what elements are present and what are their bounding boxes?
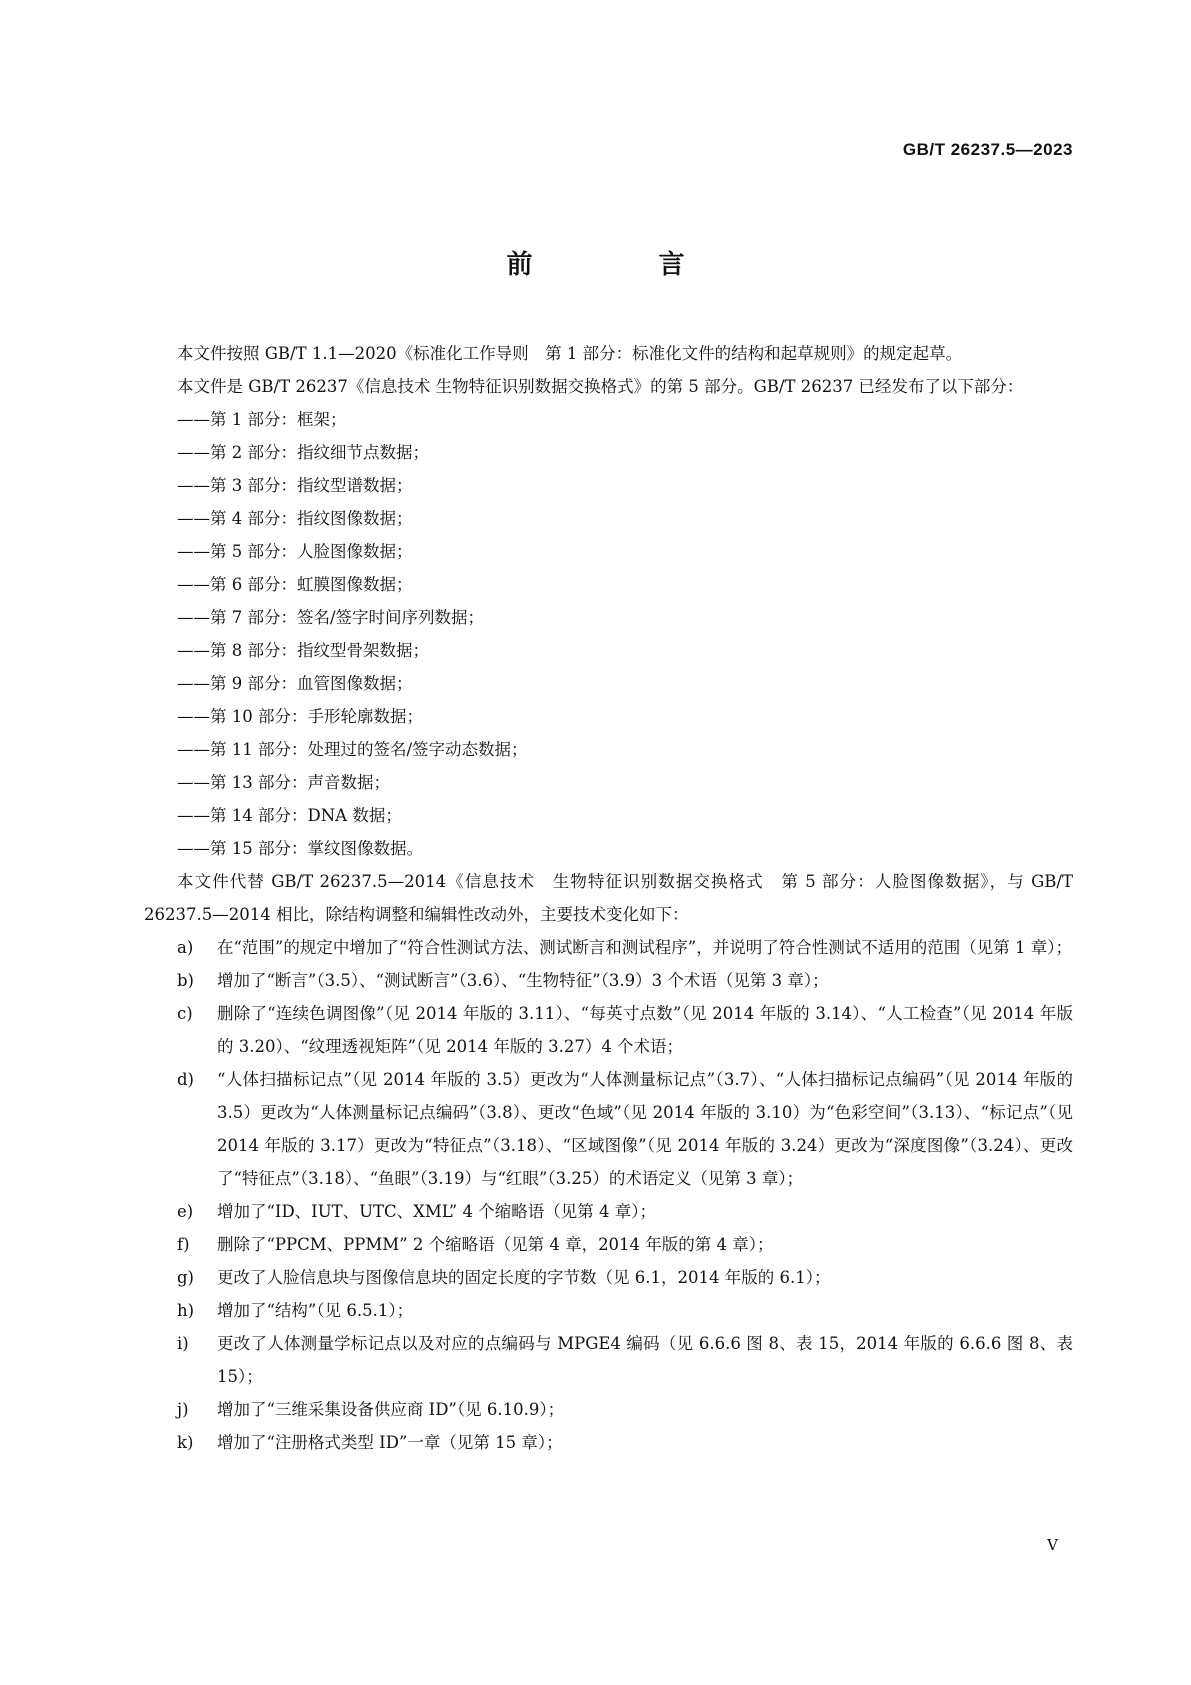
item-label: k) — [177, 1433, 194, 1452]
item-label: c) — [177, 1004, 193, 1023]
change-item — [144, 997, 1073, 1063]
list-item: ——第 5 部分：人脸图像数据； — [177, 542, 413, 561]
list-item: ——第 14 部分：DNA 数据； — [177, 806, 402, 825]
item-text: 增加了“断言”（3.5）、“测试断言”（3.6）、“生物特征”（3.9）3 个术语（见第 3 章）； — [217, 971, 829, 990]
list-item: ——第 15 部分：掌纹图像数据。 — [177, 839, 423, 858]
item-label: f) — [177, 1235, 190, 1254]
item-label: d) — [177, 1070, 194, 1089]
item-label: g) — [177, 1268, 194, 1287]
item-text: 在“范围”的规定中增加了“符合性测试方法、测试断言和测试程序”，并说明了符合性测试不适用的范围（见第 1 章）； — [217, 938, 1072, 957]
list-item: ——第 11 部分：处理过的签名/签字动态数据； — [177, 740, 528, 759]
document-code: GB/T 26237.5—2023 — [902, 140, 1073, 159]
parts-list — [144, 403, 1073, 865]
list-item: ——第 2 部分：指纹细节点数据； — [177, 443, 429, 462]
item-text: 增加了“ID、IUT、UTC、XML” 4 个缩略语（见第 4 章）； — [217, 1202, 656, 1221]
list-item: ——第 7 部分：签名/签字时间序列数据； — [177, 608, 485, 627]
list-item: ——第 4 部分：指纹图像数据； — [177, 509, 413, 528]
item-text: 更改了人脸信息块与图像信息块的固定长度的字节数（见 6.1，2014 年版的 6.1）； — [217, 1268, 831, 1287]
change-item — [144, 1426, 1073, 1459]
change-item — [144, 1393, 1073, 1426]
item-label: a) — [177, 938, 194, 957]
paragraph-series-intro: 本文件是 GB/T 26237《信息技术 生物特征识别数据交换格式》的第 5 部分。GB/T 26237 已经发布了以下部分： — [177, 377, 1024, 396]
item-text: 增加了“注册格式类型 ID”一章（见第 15 章）； — [217, 1433, 563, 1452]
document-body — [144, 337, 1073, 1459]
item-text: 更改了人体测量学标记点以及对应的点编码与 MPGE4 编码（见 6.6.6 图 8、表 15，2014 年版的 6.6.6 图 8、表 15）； — [217, 1334, 1073, 1386]
item-text: 删除了“PPCM、PPMM” 2 个缩略语（见第 4 章，2014 年版的第 4 章）； — [217, 1235, 774, 1254]
list-item: ——第 6 部分：虹膜图像数据； — [177, 575, 413, 594]
page-title: 前 言 — [506, 250, 735, 280]
list-item: ——第 1 部分：框架； — [177, 410, 347, 429]
item-label: h) — [177, 1301, 195, 1320]
item-text: “人体扫描标记点”（见 2014 年版的 3.5）更改为“人体测量标记点”（3.7）、“人体扫描标记点编码”（见 2014 年版的 3.5）更改为“人体测量标记点编码”（3.8）、更改“色域”（见 2014 年版的 3.10）为“色彩空间”（3.13）、“标记点”（见 2014 年版的 3.17）更改为“特征点”（3.18）、“区域图像”（见 2014 年版的 3.24）更改为“深度图像”（3.24）、更改了“特征点”（3.18）、“鱼眼”（3.19）与“红眼”（3.25）的术语定义（见第 3 章）； — [217, 1070, 1073, 1188]
item-label: j) — [177, 1400, 189, 1419]
change-item — [144, 1261, 1073, 1294]
paragraph-replacement: 本文件代替 GB/T 26237.5—2014《信息技术 生物特征识别数据交换格式 第 5 部分：人脸图像数据》，与 GB/T 26237.5—2014 相比，除结构调整和编辑性改动外，主要技术变化如下： — [144, 872, 1073, 924]
change-item — [144, 931, 1073, 964]
page-number: V — [1047, 1536, 1058, 1554]
change-item — [144, 964, 1073, 997]
item-label: i) — [177, 1334, 189, 1353]
change-item — [144, 1195, 1073, 1228]
item-label: e) — [177, 1202, 194, 1221]
item-text: 删除了“连续色调图像”（见 2014 年版的 3.11）、“每英寸点数”（见 2014 年版的 3.14）、“人工检查”（见 2014 年版的 3.20）、“纹理透视矩阵”（见 2014 年版的 3.27）4 个术语； — [217, 1004, 1073, 1056]
item-text: 增加了“结构”（见 6.5.1）； — [217, 1301, 414, 1320]
list-item: ——第 3 部分：指纹型谱数据； — [177, 476, 413, 495]
change-item — [144, 1294, 1073, 1327]
list-item: ——第 9 部分：血管图像数据； — [177, 674, 413, 693]
change-item — [144, 1228, 1073, 1261]
item-text: 增加了“三维采集设备供应商 ID”（见 6.10.9）； — [217, 1400, 565, 1419]
changes-list — [144, 931, 1073, 1459]
list-item: ——第 13 部分：声音数据； — [177, 773, 390, 792]
paragraph-drafting-rules: 本文件按照 GB/T 1.1—2020《标准化工作导则 第 1 部分：标准化文件的结构和起草规则》的规定起草。 — [177, 344, 963, 363]
list-item: ——第 10 部分：手形轮廓数据； — [177, 707, 423, 726]
change-item — [144, 1327, 1073, 1393]
change-item — [144, 1063, 1073, 1195]
list-item: ——第 8 部分：指纹型骨架数据； — [177, 641, 429, 660]
item-label: b) — [177, 971, 194, 990]
